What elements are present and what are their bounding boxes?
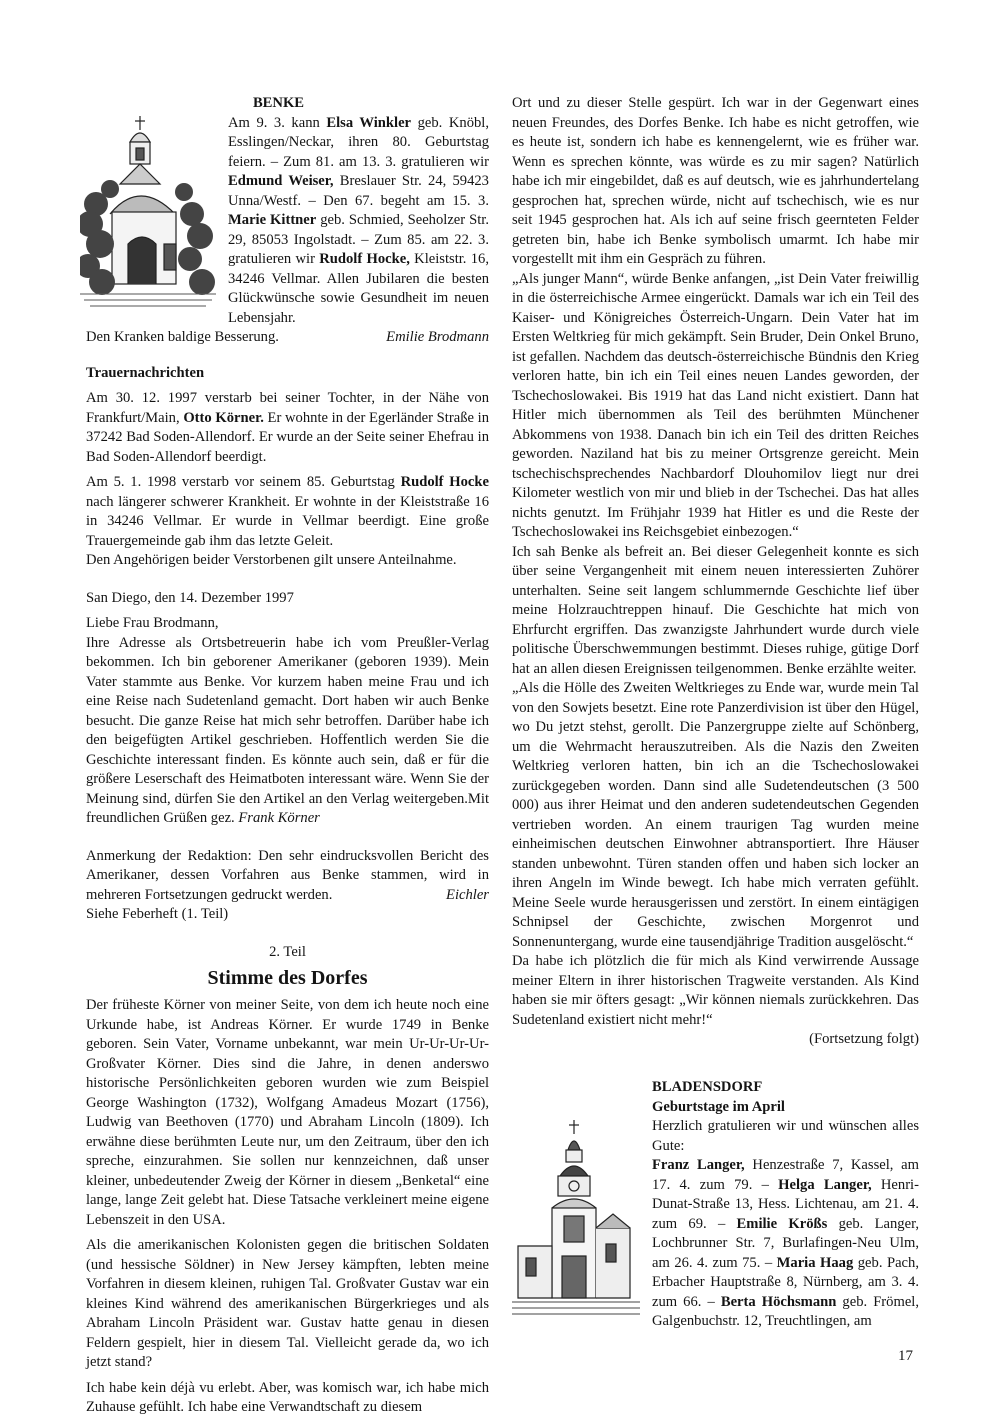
editor-signature: Eichler — [446, 886, 489, 903]
story-paragraph-3: Ich habe kein déjà vu erlebt. Aber, was komisch war, ich habe mich Zuhause gefühlt. Ich habe eine Verwandtschaft zu diesem — [86, 1379, 489, 1415]
story-paragraph-1: Der früheste Körner von meiner Seite, von dem ich heute noch eine Urkunde habe, ist Andreas Körner. Er wurde 1749 in Benke geboren. Sein Vater, Vorname unbekannt, war mein Ur-Ur-Ur-Ur-Großvater Körner. Dies sind die Jahre, in denen anderswo historische Persönlichkeiten geboren wurden wie zum Beispiel George Washington (1732), Wolfgang Amadeus Mozart (1756), Ludwig van Beethoven (1770) und Abraham Lincoln (1809). Ich erwähne diese berühmten Leute nur, um den Zeitraum, über den ich spreche, einzurahmen. Sie sollen nur kennzeichnen, daß unser kleiner, unbedeutender Zweig der Körner in diesem „Benketal“ eine lange, lange Zeit gelebt hat. Diese Tatsache verkleinert meine eigene Lebenszeit in den USA. — [86, 997, 489, 1228]
benke-text-1: geb. Knöbl, Esslingen/Neckar, ihren 80. Geburtstag feiern. – Zum 81. am 13. 3. gratulieren wir — [228, 114, 489, 170]
trauer-name-2: Rudolf Hocke — [400, 474, 489, 490]
church-illustration-icon — [512, 1116, 640, 1316]
chapel-illustration-icon — [80, 94, 216, 309]
story-paragraph-r1: Ort und zu dieser Stelle gespürt. Ich war in der Gegenwart eines neuen Freundes, des Dorfes Benke. Ich habe es nicht getroffen, wie es heute ist, sondern ich habe es kennengelernt, wie es früher war. Wenn es sprechen könnte, was würde es zu mir sagen? Natürlich habe ich mir eingebildet, daß es auf deutsch, wie es jahrhundertelang gesprochen hat, sprechen würde, nicht auf tschechisch, wie es nur seit 1945 gesprochen hat. Als ich auf seine frisch geernteten Felder getreten bin, habe ich Benke symbolisch umarmt. Ich habe mir vorgestellt mit ihm ein Gespräch zu führen. — [512, 95, 919, 267]
benke-name-2: Edmund Weiser, — [228, 173, 334, 189]
story-paragraph-r2: „Als junger Mann“, würde Benke anfangen, „ist Dein Vater freiwillig in die österreichische Armee eingerückt. Damals war ich ein Teil des Kaiser- und Königreiches Österreich-Ungarn. Dein Vater hat im Ersten Weltkrieg für mich gekämpft. Sein Bruder, Dein Onkel Bruno, ist gefallen. Nachdem das deutsch-österreichische Bündnis den Krieg verloren hatte, bin ich ein Teil eines neuen Landes geworden, der Tschechoslowakei. Bis 1919 hat das Land nicht existiert. Dann hat Hitler mich übernommen als Teil des berühmten Münchener Abkommens von 1938. Danach bin ich ein Teil des dritten Reiches geworden. Naziland hat bis zu meiner Ortsgrenze gereicht. Mein tschechischsprechendes Nachbardorf Dlouhomilov liegt nur drei Kilometer westlich von mir und blieb in der Tschechei. Das hat alles nichts genutzt. Im Frühjahr 1939 hat Hitler es und die Reste der Tschechoslowakei ins Reichsgebiet einbezogen.“ — [512, 270, 919, 540]
trauer-paragraph-1: Am 30. 12. 1997 verstarb bei seiner Tochter, in der Nähe von Frankfurt/Main, Otto Körner. Er wohnte in der Egerländer Straße in 37242 Bad Soden-Allendorf. Er wurde an der Seite seiner Ehefrau in Bad Soden-Allendorf beerdigt. — [86, 390, 489, 465]
bladensdorf-name-1: Franz Langer, — [652, 1157, 745, 1173]
bladensdorf-text — [652, 1078, 919, 1332]
benke-name-4: Rudolf Hocke, — [319, 251, 410, 267]
benke-section — [86, 94, 489, 328]
bladensdorf-name-3: Emilie Krößs — [736, 1215, 828, 1232]
bladensdorf-heading: BLADENSDORF — [652, 1079, 763, 1095]
trauer-name-1: Otto Körner. — [183, 409, 264, 426]
editor-note-text: Anmerkung der Redaktion: Den sehr eindrucksvollen Bericht des Amerikaner, dessen Vorfahren aus Benke stammen, wird in mehreren Fortsetzungen gedruckt werden. — [86, 847, 489, 903]
trauer-paragraph-2: Am 5. 1. 1998 verstarb vor seinem 85. Geburtstag Rudolf Hocke nach längerer schwerer Krankheit. Er wohnte in der Kleiststraße 16 in 34246 Vellmar. Er wurde in Vellmar beerdigt. Eine große Trauergemeinde gab ihm das letzte Geleit. — [86, 474, 489, 549]
story-paragraph-2: Als die amerikanischen Kolonisten gegen die britischen Soldaten (und hessische Söldner) in New Jersey kämpften, lebten meine Vorfahren in diesem kleinen, ruhigen Tal. Großvater Gustav war ein kleines Kind während des amerikanischen Bürgerkrieges und als Abraham Lincoln Präsident war. Gustav hatte genau in diesen Feldern gespielt, hier in diesem Tal. Vielleicht gerade da, wo ich jetzt stand? — [86, 1237, 489, 1370]
trauer-paragraph-3: Den Angehörigen beider Verstorbenen gilt unsere Anteilnahme. — [86, 552, 457, 568]
page-number: 17 — [898, 1348, 913, 1364]
left-column — [86, 94, 489, 1418]
bladensdorf-name-2: Helga Langer, — [778, 1176, 872, 1193]
bladensdorf-list: Franz Langer, Henzestraße 7, Kassel, am 17. 4. zum 79. – Helga Langer, Henri-Dunat-Straße 13, Hess. Lichtenau, am 21. 4. zum 69. – Emilie Krößs geb. Langer, Lochbrunner Str. 7, Burlafingen-Neu Ulm, am 26. 4. zum 75. – Maria Haag geb. Pach, Erbacher Hauptstraße 8, Nürnberg, am 3. 4. zum 66. – Berta Höchsmann geb. Frömel, Galgenbuchstr. 12, Treuchtlingen, am — [652, 1157, 919, 1329]
bladensdorf-subheading: Geburtstage im April — [652, 1098, 785, 1115]
benke-text-4: Kleiststr. 16, 34246 Vellmar. Allen Jubilaren die besten Glückwünsche sowie Gesundheit im neuen Lebensjahr. — [228, 251, 489, 326]
continuation-note: (Fortsetzung folgt) — [809, 1031, 919, 1047]
trauer-heading: Trauernachrichten — [86, 364, 205, 381]
story-paragraph-r4: „Als die Hölle des Zweiten Weltkrieges zu Ende war, wurde mein Tal von den Sowjets besetzt. Eine rote Panzerdivision ist über den Hügel, wo Du jetzt stehst, gerollt. Die Panzergruppe zielte auf Schönberg, um die Wehrmacht herauszutreiben. Als die Nazis den Zweiten Weltkrieg verloren hatten, bin ich an die Tschechoslowakei zurückgegeben worden. Dann sind alle Sudetendeutschen (3 500 000) aus ihrer Heimat und den anderen sudetendeutschen Gegenden vertrieben worden. An einem traurigen Tag wurden meine einheimischen deutschen Einwohner abtransportiert. Ihre Häuser standen unbewohnt. Türen standen offen und haben sich locker an ihren Angeln im Winde bewegt. Ich habe mich verraten gefühlt. Meine Seele wurde herausgerissen und zerstört. In einem eintägigen Schnipsel der Geschichte, zwischen Morgenrot und Sonnenuntergang, wurde eine tausendjährige Tradition ausgelöscht.“ — [512, 680, 919, 950]
benke-closing: Den Kranken baldige Besserung. — [86, 329, 279, 345]
story-part: 2. Teil — [269, 943, 306, 960]
bladensdorf-name-5: Berta Höchsmann — [720, 1293, 837, 1310]
benke-text — [228, 94, 489, 328]
letter-greeting: Liebe Frau Brodmann, — [86, 615, 219, 631]
letter-body — [86, 634, 489, 829]
benke-signature: Emilie Brodmann — [386, 329, 489, 345]
story-paragraph-r5: Da habe ich plötzlich die für mich als Kind verwirrende Aussage meiner Eltern in ihrer historischen Tragweite verstanden. Als Kind haben sie mir öfters gesagt: „Wir können niemals zurückkehren. Das Sudetenland existiert nicht mehr!“ — [512, 953, 919, 1028]
bladensdorf-intro: Herzlich gratulieren wir und wünschen alles Gute: — [652, 1118, 919, 1154]
editor-reference: Siehe Feberheft (1. Teil) — [86, 906, 229, 922]
benke-name-1: Elsa Winkler — [326, 114, 412, 131]
bladensdorf-section — [512, 1078, 919, 1332]
benke-name-3: Marie Kittner — [228, 212, 317, 228]
benke-intro: Am 9. 3. kann — [228, 114, 327, 131]
benke-heading: BENKE — [252, 95, 305, 111]
benke-closing-line — [86, 328, 489, 348]
benke-text-3: geb. Schmied, Seeholzer Str. 29, 85053 Ingolstadt. – Zum 85. am 22. 3. gratulieren wir — [228, 212, 489, 267]
letter-signature: Frank Körner — [238, 810, 320, 826]
letter-dateline: San Diego, den 14. Dezember 1997 — [86, 589, 294, 606]
bladensdorf-name-4: Maria Haag — [776, 1254, 854, 1271]
letter-body-text: Ihre Adresse als Ortsbetreuerin habe ich vom Preußler-Verlag bekommen. Ich bin geborener Amerikaner (geboren 1939). Mein Vater stammte aus Benke. Vor kurzem haben meine Frau und ich eine Reise nach Sudetenland gemacht. Dort haben wir auch Benke besucht. Die ganze Reise hat mich sehr betroffen. Darüber habe ich den beigefügten Artikel geschrieben. Hoffentlich werden Sie die Geschichte interessant finden. Es könnte auch sein, daß er für die größere Leserschaft des Heimatboten interessant wäre. Wenn Sie der Meinung sind, dürfen Sie den Artikel an den Verlag weitergeben.Mit freundlichen Grüßen gez. — [86, 634, 489, 826]
right-column — [512, 94, 919, 1050]
benke-text-2: Breslauer Str. 24, 59423 Unna/Westf. – Den 67. begeht am 15. 3. — [228, 173, 489, 209]
story-paragraph-r3: Ich sah Benke als befreit an. Bei dieser Gelegenheit konnte es sich über seine Vergangenheit mit einem neuen interessierten Zuhörer unterhalten. Seine seit langem schlummernde Geschichte lief über meine Holzrauchtreppen hinauf. Die Geschichte hat mich von Ehrfurcht ergriffen. Das zwanzigste Jahrhundert wurde durch viele politische Überschwemmungen bestimmt. Dieses ruhige, gütige Dorf hat an allen diesen Ereignissen teilgenommen. Benke erzählte weiter. — [512, 543, 919, 677]
story-title: Stimme des Dorfes — [207, 967, 368, 989]
editor-note — [86, 847, 489, 906]
